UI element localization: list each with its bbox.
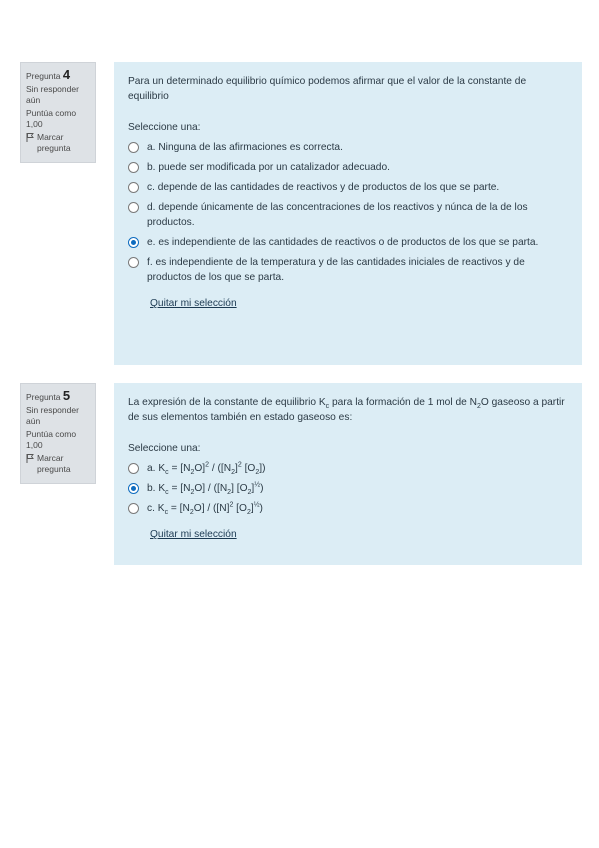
radio-button[interactable] (128, 463, 139, 474)
radio-button[interactable] (128, 483, 139, 494)
radio-button[interactable] (128, 162, 139, 173)
radio-button[interactable] (128, 182, 139, 193)
question-grade: Puntúa como 1,00 (26, 429, 77, 450)
answer-label: b. $K_c = [N_2O] / ([N_2]$ $[O_2]^{\frac{1}{2}}$) (147, 481, 264, 497)
answer-label: c. depende de las cantidades de reactivos y de productos de los que se parte. (147, 182, 500, 193)
answer-option[interactable] (128, 180, 568, 195)
flag-label: Marcar pregunta (37, 453, 71, 474)
radio-button[interactable] (128, 142, 139, 153)
question-grade: Puntúa como 1,00 (26, 108, 77, 129)
question-content-4 (114, 62, 582, 365)
answer-option[interactable] (128, 160, 568, 175)
answer-option[interactable] (128, 461, 568, 476)
answer-option[interactable] (128, 481, 568, 496)
answer-list (128, 140, 568, 285)
answer-label: c. $K_c = [N_2O] / ([N]^2$ $[O_2]^{\frac{1}{2}}$) (147, 501, 263, 517)
select-prompt: Seleccione una: (128, 443, 201, 454)
clear-selection-link[interactable]: Quitar mi selección (150, 529, 237, 540)
question-info-5 (20, 383, 96, 484)
clear-selection-link[interactable]: Quitar mi selección (150, 298, 237, 309)
flag-question-button[interactable] (26, 132, 90, 154)
select-prompt: Seleccione una: (128, 122, 201, 133)
question-number: 5 (62, 388, 71, 403)
radio-button[interactable] (128, 503, 139, 514)
answer-label: f. es independiente de la temperatura y de las cantidades iniciales de reactivos y de productos de los que se parta. (147, 257, 525, 283)
answer-option[interactable] (128, 255, 568, 285)
answer-label: d. depende únicamente de las concentraciones de los reactivos y núnca de la de los productos. (147, 202, 528, 228)
answer-option[interactable] (128, 200, 568, 230)
radio-button[interactable] (128, 257, 139, 268)
flag-label: Marcar pregunta (37, 132, 71, 153)
answer-label: a. $K_c = [N_2O]^2 / ([N_2]^2$ $[O_2]$) (147, 461, 266, 477)
flag-icon (26, 133, 34, 142)
question-state: Sin responder aún (26, 405, 79, 426)
question-label: Pregunta (26, 71, 61, 81)
answer-list (128, 461, 568, 516)
question-label: Pregunta (26, 392, 61, 402)
answer-label: a. Ninguna de las afirmaciones es correcta. (147, 142, 343, 153)
flag-icon (26, 454, 34, 463)
question-content-5 (114, 383, 582, 565)
question-state: Sin responder aún (26, 84, 79, 105)
question-text: Para un determinado equilibrio químico podemos afirmar que el valor de la constante de equilibrio (128, 76, 527, 102)
radio-button[interactable] (128, 237, 139, 248)
question-number: 4 (62, 67, 71, 82)
answer-option[interactable] (128, 235, 568, 250)
answer-option[interactable] (128, 140, 568, 155)
answer-label: b. puede ser modificada por un catalizador adecuado. (147, 162, 390, 173)
answer-label: e. es independiente de las cantidades de reactivos o de productos de los que se parta. (147, 237, 539, 248)
flag-question-button[interactable] (26, 453, 90, 475)
radio-button[interactable] (128, 202, 139, 213)
answer-option[interactable] (128, 501, 568, 516)
question-text: La expresión de la constante de equilibrio $K_c$ para la formación de 1 mol de $N_2O$ gaseoso a partir de sus elementos también en estado gaseoso es: (128, 397, 565, 423)
question-info-4 (20, 62, 96, 163)
